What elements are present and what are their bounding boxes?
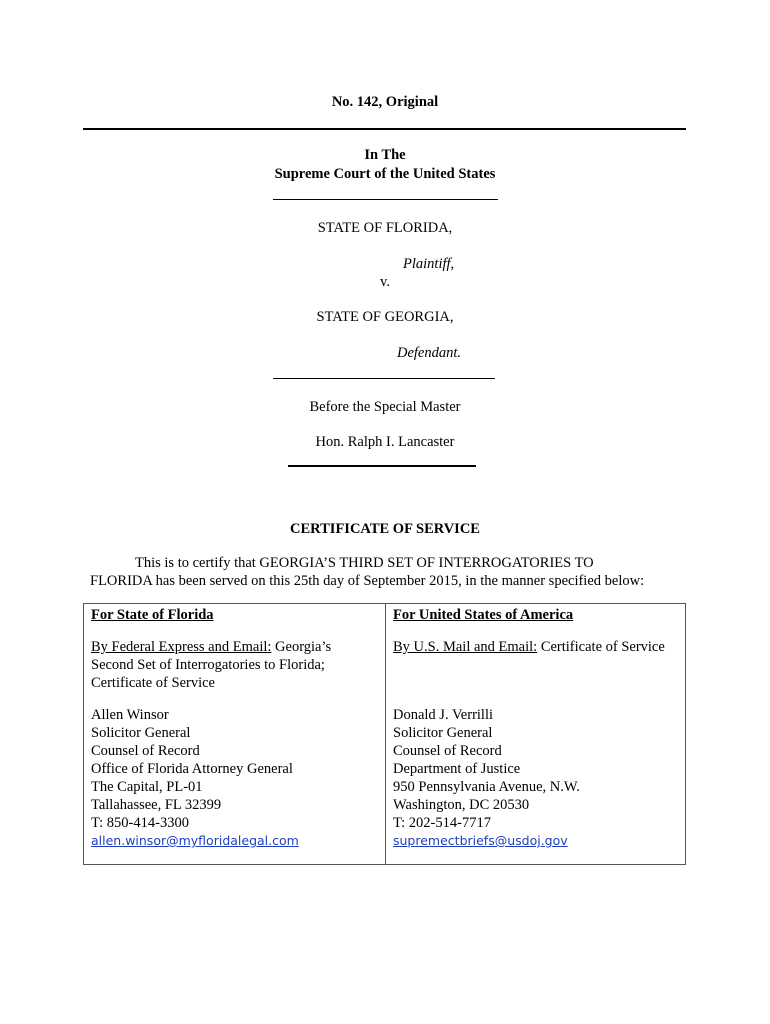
usa-heading: For United States of America bbox=[393, 607, 574, 623]
usa-method-label: By U.S. Mail and Email: bbox=[393, 639, 538, 655]
florida-recipient-name: Allen Winsor bbox=[91, 707, 169, 723]
usa-service-method bbox=[393, 638, 678, 692]
certificate-text-line-2: FLORIDA has been served on this 25th day of September 2015, in the manner specified below: bbox=[90, 573, 645, 589]
master-rule bbox=[288, 465, 476, 467]
usa-recipient-office: Department of Justice bbox=[393, 761, 521, 777]
case-number: No. 142, Original bbox=[331, 94, 439, 110]
plaintiff-name: STATE OF FLORIDA, bbox=[317, 220, 453, 236]
florida-recipient-office: Office of Florida Attorney General bbox=[91, 761, 293, 777]
usa-email-link[interactable]: supremectbriefs@usdoj.gov bbox=[393, 833, 568, 848]
special-master-name: Hon. Ralph I. Lancaster bbox=[315, 434, 455, 450]
florida-method-label: By Federal Express and Email: bbox=[91, 639, 272, 655]
usa-service-cell bbox=[386, 604, 686, 865]
court-line-2: Supreme Court of the United States bbox=[274, 166, 496, 182]
usa-phone: T: 202-514-7717 bbox=[393, 815, 491, 831]
usa-recipient-role: Counsel of Record bbox=[393, 743, 502, 759]
header-rule bbox=[83, 128, 686, 130]
florida-method-text-2: Second Set of Interrogatories to Florida; bbox=[91, 657, 325, 673]
florida-phone: T: 850-414-3300 bbox=[91, 815, 189, 831]
florida-email-link[interactable]: allen.winsor@myfloridalegal.com bbox=[91, 833, 299, 848]
court-line-1: In The bbox=[364, 147, 406, 163]
defendant-name: STATE OF GEORGIA, bbox=[316, 309, 454, 325]
plaintiff-role: Plaintiff, bbox=[403, 256, 455, 272]
florida-method-text-3: Certificate of Service bbox=[91, 675, 215, 691]
certificate-title: CERTIFICATE OF SERVICE bbox=[290, 521, 480, 537]
florida-service-cell bbox=[84, 604, 386, 865]
florida-address-line-2: Tallahassee, FL 32399 bbox=[91, 797, 222, 813]
defendant-role: Defendant. bbox=[397, 345, 462, 361]
versus: v. bbox=[380, 274, 390, 290]
florida-address-line-1: The Capital, PL-01 bbox=[91, 779, 203, 795]
usa-address-line-2: Washington, DC 20530 bbox=[393, 797, 530, 813]
usa-recipient-name: Donald J. Verrilli bbox=[393, 707, 494, 723]
florida-recipient-role: Counsel of Record bbox=[91, 743, 200, 759]
usa-recipient-block bbox=[393, 706, 678, 850]
court-rule bbox=[273, 199, 498, 200]
florida-method-text-1: Georgia’s bbox=[271, 639, 332, 655]
service-table bbox=[83, 603, 686, 865]
florida-heading: For State of Florida bbox=[91, 607, 214, 623]
usa-address-line-1: 950 Pennsylvania Avenue, N.W. bbox=[393, 779, 580, 795]
special-master-line: Before the Special Master bbox=[309, 399, 461, 415]
florida-service-method bbox=[91, 638, 378, 692]
florida-recipient-block bbox=[91, 706, 378, 850]
parties-rule bbox=[273, 378, 495, 379]
florida-recipient-title: Solicitor General bbox=[91, 725, 191, 741]
usa-recipient-title: Solicitor General bbox=[393, 725, 493, 741]
certificate-text-line-1: This is to certify that GEORGIA’S THIRD SET OF INTERROGATORIES TO bbox=[135, 555, 594, 571]
usa-method-text-1: Certificate of Service bbox=[537, 639, 665, 655]
